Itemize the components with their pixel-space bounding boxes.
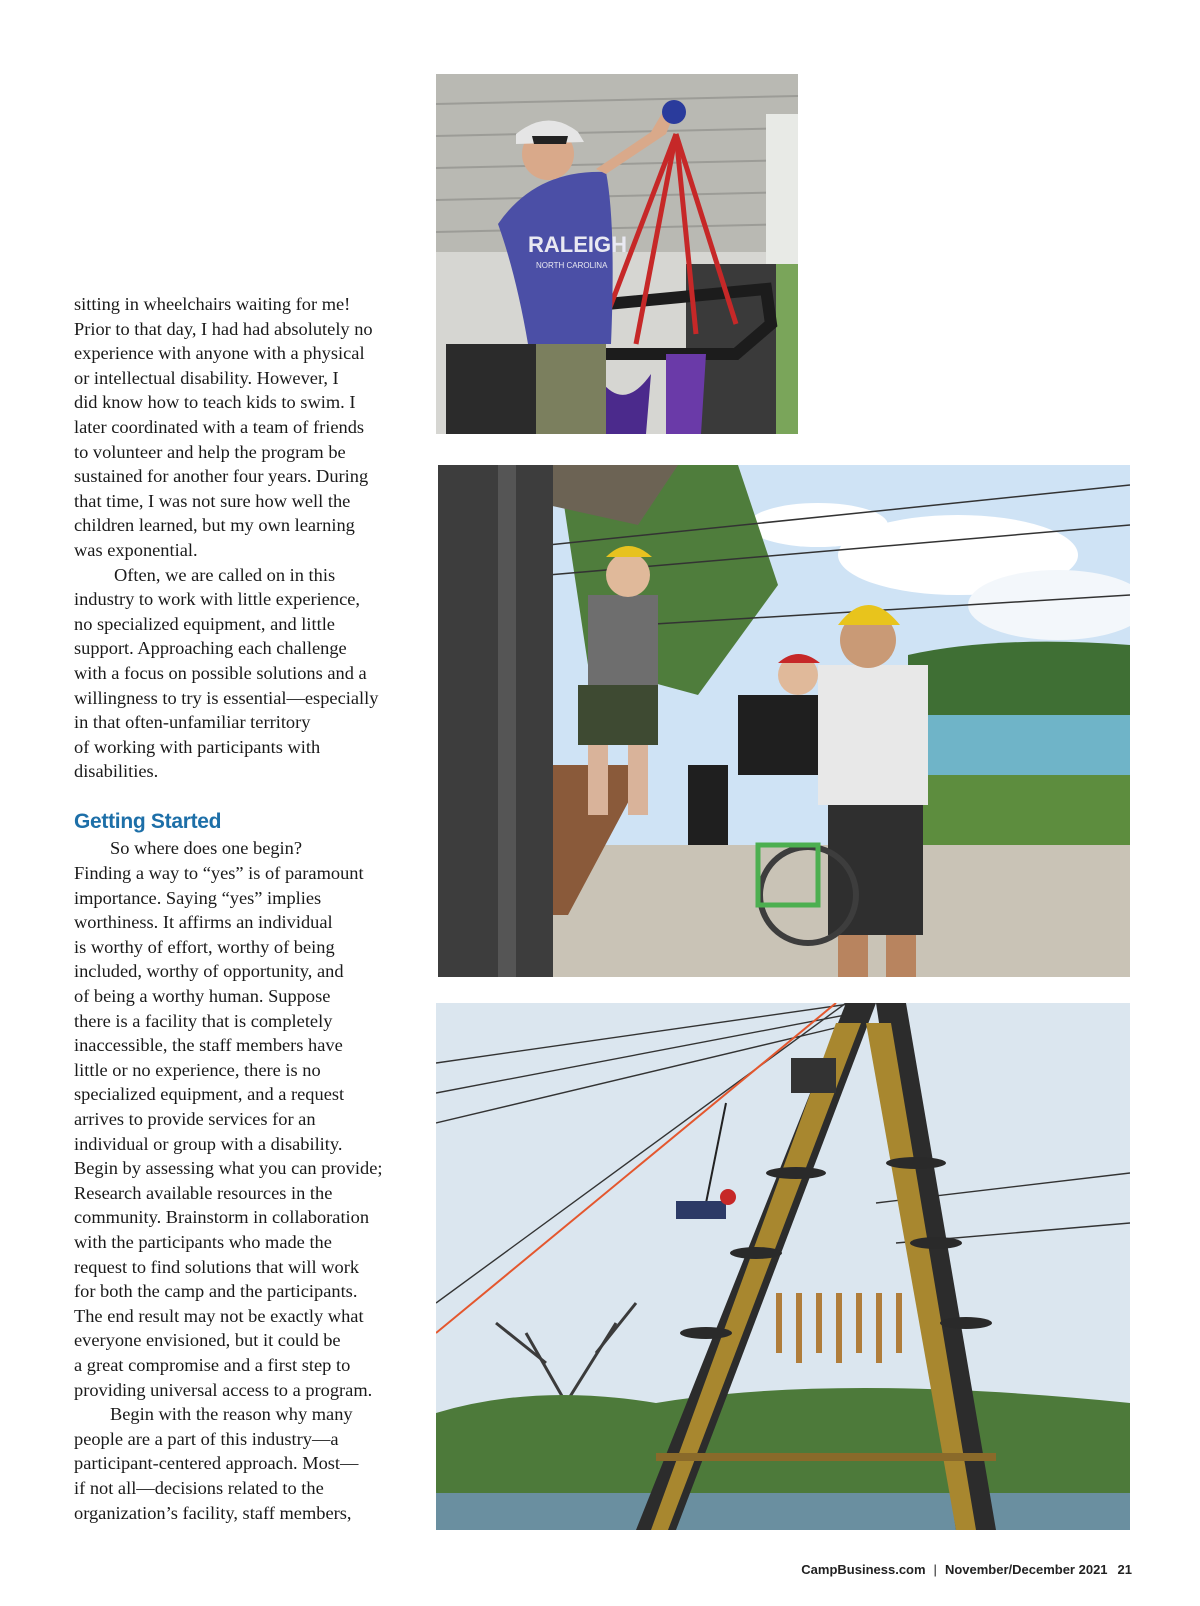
text-line: included, worthy of opportunity, and [74, 961, 344, 982]
photo-instructor-harness [436, 74, 798, 434]
text-line: Often, we are called on in this [114, 564, 336, 585]
text-line: arrives to provide services for an [74, 1109, 316, 1129]
text-line: children learned, but my own learning [74, 515, 355, 536]
text-line: with a focus on possible solutions and a [74, 662, 367, 683]
text-line: participant-centered approach. Most— [74, 1453, 359, 1474]
page-footer [801, 1562, 1132, 1577]
article-column [74, 292, 414, 1525]
text-line: importance. Saying “yes” implies [74, 887, 322, 908]
photo-zipline-platform [438, 465, 1130, 977]
text-line: there is a facility that is completely [74, 1010, 333, 1031]
text-line: everyone envisioned, but it could be [74, 1330, 341, 1351]
paragraph-3 [74, 836, 414, 1402]
text-line: Prior to that day, I had had absolutely no [74, 318, 373, 339]
paragraph-4 [74, 1402, 414, 1525]
text-line: sitting in wheelchairs waiting for me! [74, 294, 351, 314]
text-line: disabilities. [74, 761, 159, 782]
text-line: to volunteer and help the program be [74, 441, 346, 462]
text-line: was exponential. [74, 539, 198, 560]
text-line: with the participants who made the [74, 1231, 332, 1252]
footer-site: CampBusiness.com [801, 1562, 926, 1577]
text-line: is worthy of effort, worthy of being [74, 936, 335, 957]
paragraph-1 [74, 292, 414, 563]
section-heading: Getting Started [74, 809, 222, 833]
text-line: willingness to try is essential—especially [74, 687, 379, 708]
paragraph-2 [74, 563, 414, 784]
photo-ropes-tower [436, 1003, 1130, 1530]
text-line: did know how to teach kids to swim. I [74, 392, 356, 413]
text-line: individual or group with a disability. [74, 1133, 343, 1154]
text-line: Begin with the reason why many [110, 1404, 353, 1425]
text-line: community. Brainstorm in collaboration [74, 1207, 370, 1228]
text-line: in that often-unfamiliar territory [74, 712, 311, 733]
text-line: of working with participants with [74, 736, 321, 757]
text-line: providing universal access to a program. [74, 1379, 373, 1400]
shirt-text: RALEIGH [528, 232, 627, 257]
photo-instructor-harness-image [436, 74, 798, 434]
text-line: sustained for another four years. During [74, 466, 369, 487]
text-line: request to find solutions that will work [74, 1256, 360, 1277]
text-line: people are a part of this industry—a [74, 1428, 339, 1449]
text-line: So where does one begin? [110, 838, 303, 859]
text-line: if not all—decisions related to the [74, 1477, 324, 1498]
text-line: or intellectual disability. However, I [74, 367, 339, 388]
text-line: of being a worthy human. Suppose [74, 986, 331, 1007]
photo-zipline-platform-image [438, 465, 1130, 977]
photo-ropes-tower-image [436, 1003, 1130, 1530]
text-line: organization’s facility, staff members, [74, 1502, 352, 1523]
text-line: for both the camp and the participants. [74, 1281, 358, 1302]
footer-separator: | [933, 1562, 937, 1577]
text-line: that time, I was not sure how well the [74, 490, 351, 511]
page-number: 21 [1117, 1562, 1132, 1577]
text-line: The end result may not be exactly what [74, 1305, 364, 1326]
text-line: a great compromise and a first step to [74, 1354, 351, 1375]
text-line: specialized equipment, and a request [74, 1084, 345, 1105]
text-line: experience with anyone with a physical [74, 343, 365, 364]
text-line: Finding a way to “yes” is of paramount [74, 863, 364, 884]
footer-issue: November/December 2021 [944, 1562, 1108, 1577]
text-line: little or no experience, there is no [74, 1059, 321, 1080]
text-line: inaccessible, the staff members have [74, 1035, 343, 1056]
text-line: industry to work with little experience, [74, 589, 361, 610]
shirt-subtext: NORTH CAROLINA [536, 261, 608, 270]
text-line: later coordinated with a team of friends [74, 416, 365, 437]
text-line: support. Approaching each challenge [74, 638, 347, 659]
text-line: worthiness. It affirms an individual [74, 912, 333, 933]
text-line: no specialized equipment, and little [74, 613, 335, 634]
text-line: Begin by assessing what you can provide; [74, 1158, 383, 1179]
text-line: Research available resources in the [74, 1182, 333, 1203]
